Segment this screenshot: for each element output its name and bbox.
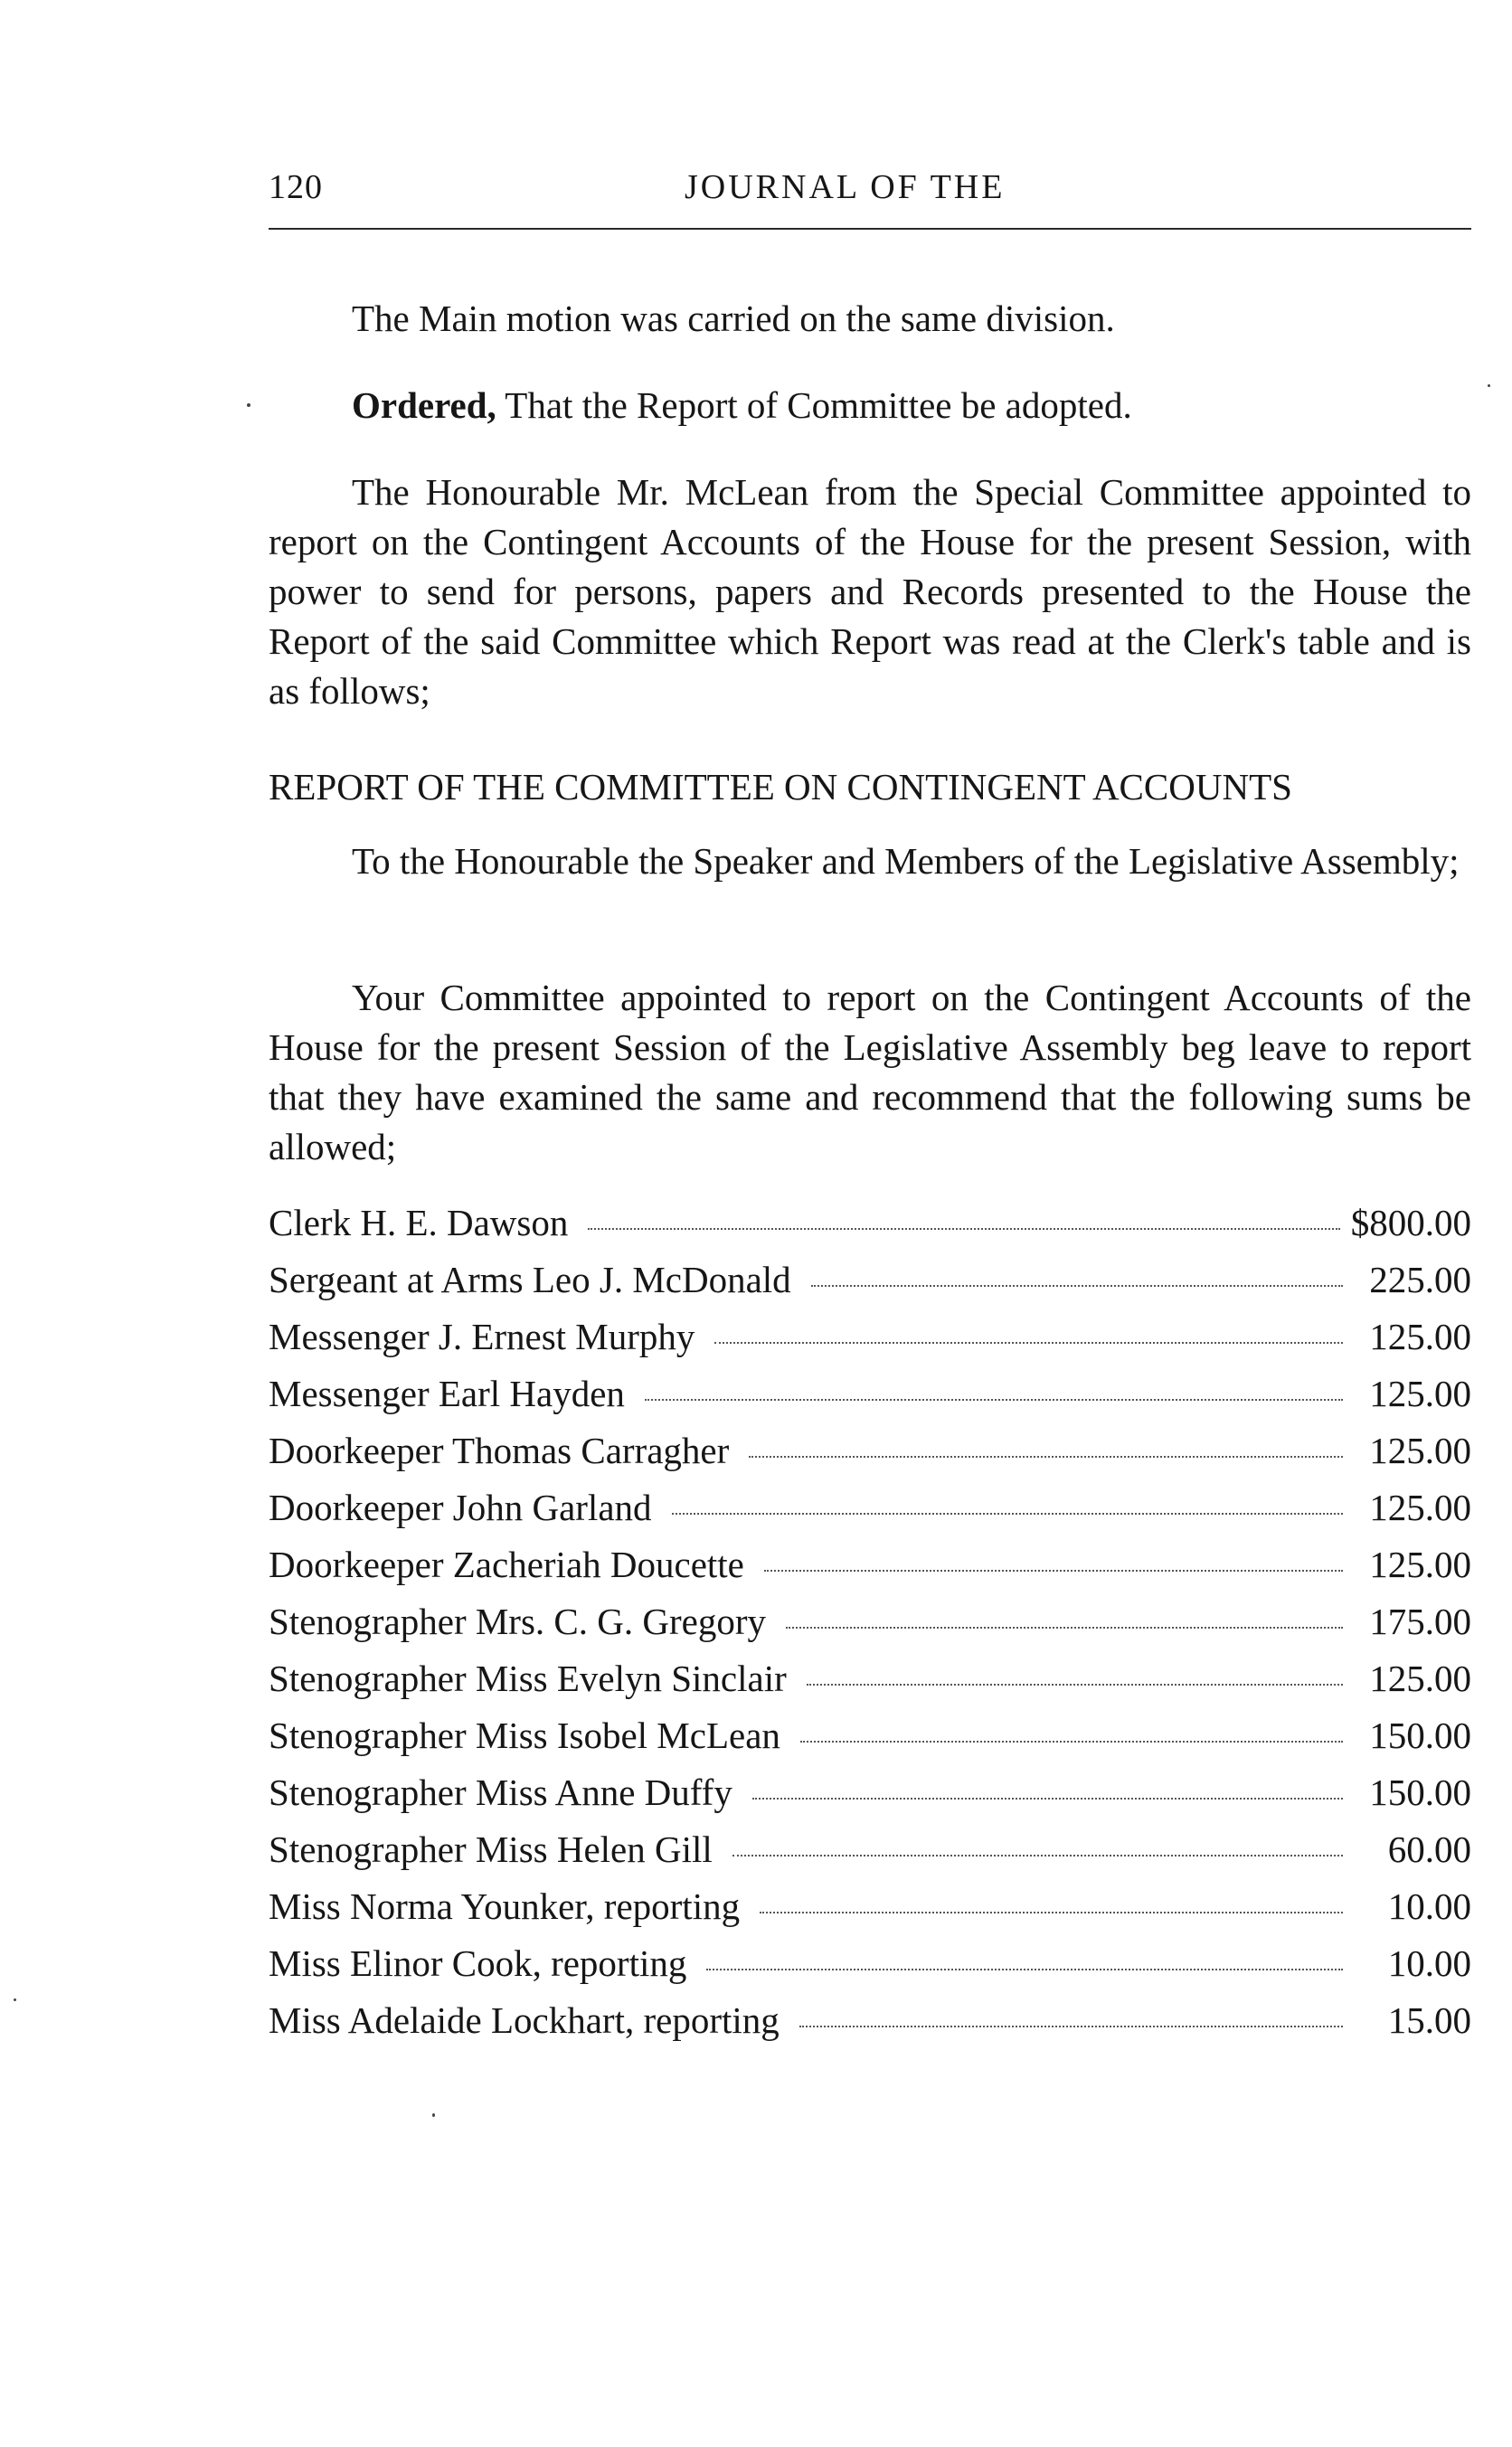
account-row xyxy=(269,1996,1471,2053)
account-amount: 125.00 xyxy=(1369,1544,1471,1585)
page-number: 120 xyxy=(269,168,323,206)
scan-speck xyxy=(1488,384,1490,387)
ordered-label: Ordered, xyxy=(352,384,496,426)
dot-leader xyxy=(588,1228,1339,1230)
dot-leader xyxy=(672,1513,1343,1515)
dot-leader xyxy=(799,2026,1343,2027)
account-amount: 150.00 xyxy=(1369,1771,1471,1813)
account-name: Stenographer Miss Evelyn Sinclair xyxy=(269,1658,787,1699)
dot-leader xyxy=(732,1855,1343,1857)
account-amount: 10.00 xyxy=(1387,1885,1471,1927)
account-amount: $800.00 xyxy=(1350,1202,1471,1243)
main-motion-paragraph: The Main motion was carried on the same division. xyxy=(352,298,1115,339)
account-name: Stenographer Miss Helen Gill xyxy=(269,1828,713,1870)
account-row xyxy=(269,1768,1471,1825)
account-row xyxy=(269,1369,1471,1426)
account-name: Messenger J. Ernest Murphy xyxy=(269,1316,695,1357)
ordered-text: That the Report of Committee be adopted. xyxy=(496,384,1132,426)
header-rule xyxy=(269,228,1471,230)
scan-speck xyxy=(14,1998,16,2001)
account-amount: 175.00 xyxy=(1369,1601,1471,1642)
account-row xyxy=(269,1711,1471,1768)
scan-speck xyxy=(432,2113,435,2117)
mclean-paragraph: The Honourable Mr. McLean from the Special Committee appointed to report on the Contingent Accounts of the House for the present Session, with power to send for persons, papers and Records presented to the House the Report of the said Committee which Report was read at the Clerk's table and is as follows; xyxy=(269,471,1471,712)
account-name: Stenographer Mrs. C. G. Gregory xyxy=(269,1601,766,1642)
account-amount: 10.00 xyxy=(1387,1942,1471,1984)
dot-leader xyxy=(807,1684,1343,1686)
account-amount: 150.00 xyxy=(1369,1715,1471,1756)
dot-leader xyxy=(706,1969,1343,1970)
account-row xyxy=(269,1939,1471,1996)
account-row xyxy=(269,1255,1471,1312)
account-amount: 125.00 xyxy=(1369,1658,1471,1699)
account-name: Stenographer Miss Isobel McLean xyxy=(269,1715,780,1756)
report-body: Your Committee appointed to report on the Contingent Accounts of the House for the present Session of the Legislative Assembly beg leave to report that they have examined the same and recommend that the following sums be allowed; xyxy=(269,977,1471,1167)
accounts-list xyxy=(269,1198,1471,2053)
account-amount: 125.00 xyxy=(1369,1373,1471,1414)
ordered-paragraph xyxy=(269,381,1471,430)
dot-leader xyxy=(645,1399,1343,1401)
account-name: Stenographer Miss Anne Duffy xyxy=(269,1771,732,1813)
account-name: Messenger Earl Hayden xyxy=(269,1373,625,1414)
account-name: Doorkeeper Zacheriah Doucette xyxy=(269,1544,744,1585)
account-row xyxy=(269,1198,1471,1255)
dot-leader xyxy=(752,1798,1343,1800)
account-name: Miss Adelaide Lockhart, reporting xyxy=(269,1999,780,2041)
account-row xyxy=(269,1540,1471,1597)
dot-leader xyxy=(764,1570,1343,1572)
account-row xyxy=(269,1426,1471,1483)
dot-leader xyxy=(760,1912,1343,1913)
running-head xyxy=(269,167,1471,213)
account-row xyxy=(269,1825,1471,1882)
dot-leader xyxy=(786,1627,1343,1629)
account-name: Sergeant at Arms Leo J. McDonald xyxy=(269,1259,791,1300)
dot-leader xyxy=(714,1342,1343,1344)
account-row xyxy=(269,1312,1471,1369)
account-row xyxy=(269,1654,1471,1711)
account-name: Miss Norma Younker, reporting xyxy=(269,1885,741,1927)
account-amount: 125.00 xyxy=(1369,1316,1471,1357)
account-amount: 225.00 xyxy=(1369,1259,1471,1300)
account-row xyxy=(269,1597,1471,1654)
account-amount: 125.00 xyxy=(1369,1487,1471,1528)
account-name: Doorkeeper John Garland xyxy=(269,1487,652,1528)
scan-speck xyxy=(247,403,250,407)
account-row xyxy=(269,1483,1471,1540)
dot-leader xyxy=(811,1285,1343,1287)
account-name: Clerk H. E. Dawson xyxy=(269,1202,569,1243)
dot-leader xyxy=(749,1456,1343,1458)
journal-title: JOURNAL OF THE xyxy=(685,168,1006,206)
account-name: Doorkeeper Thomas Carragher xyxy=(269,1430,730,1471)
dot-leader xyxy=(800,1741,1343,1743)
account-amount: 60.00 xyxy=(1387,1828,1471,1870)
account-amount: 125.00 xyxy=(1369,1430,1471,1471)
report-heading: REPORT OF THE COMMITTEE ON CONTINGENT ACCOUNTS xyxy=(269,766,1292,808)
report-address: To the Honourable the Speaker and Members of the Legislative Assembly; xyxy=(352,840,1460,882)
account-name: Miss Elinor Cook, reporting xyxy=(269,1942,687,1984)
account-amount: 15.00 xyxy=(1387,1999,1471,2041)
account-row xyxy=(269,1882,1471,1939)
